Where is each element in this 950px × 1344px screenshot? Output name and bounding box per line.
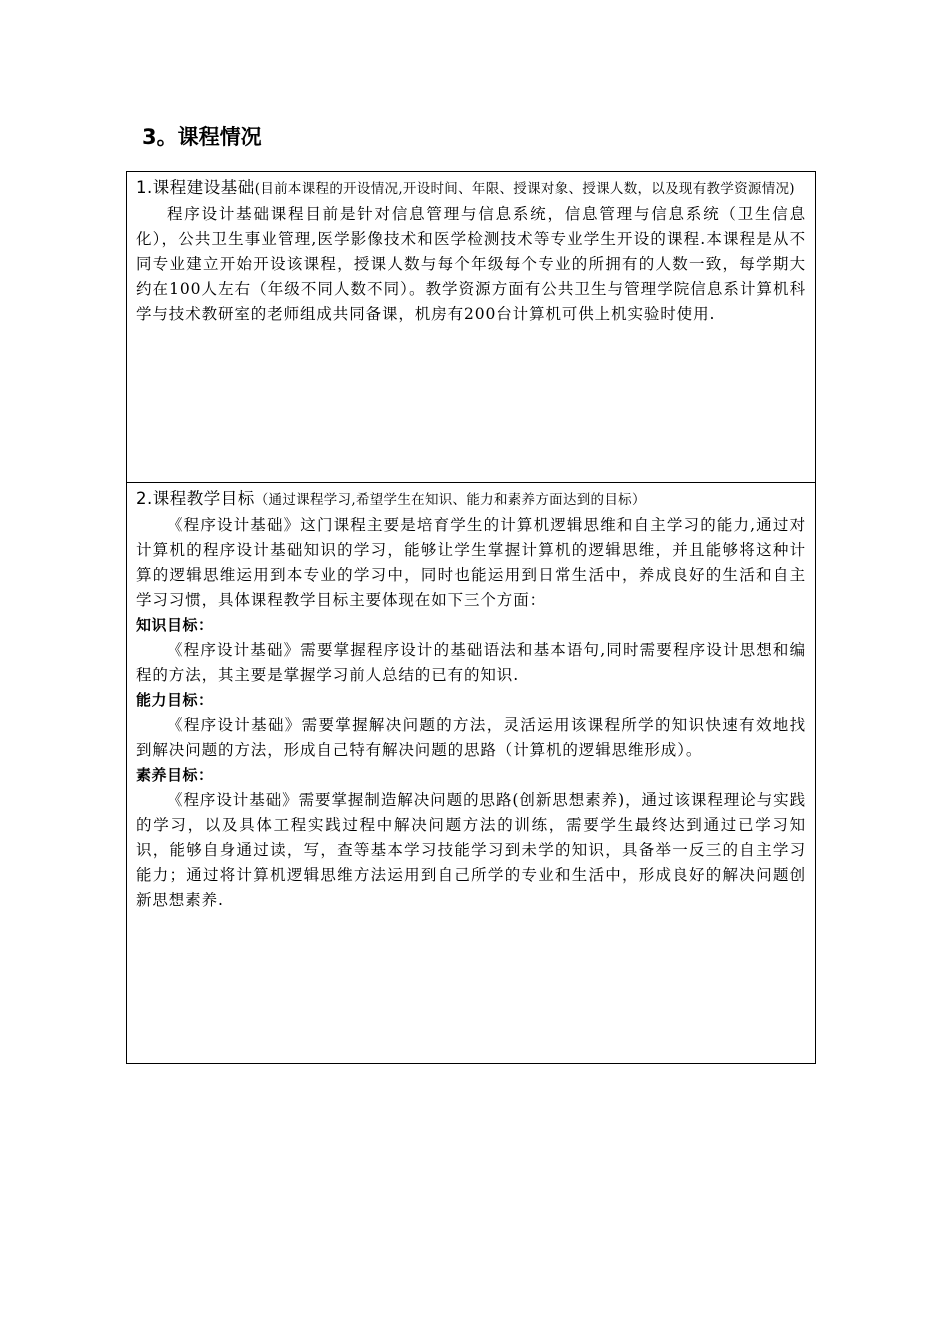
- literacy-goal-text: 《程序设计基础》需要掌握制造解决问题的思路(创新思想素养)，通过该课程理论与实践的学习，以及具体工程实践过程中解决问题方法的训练，需要学生最终达到通过已学习知识，能够自身通过读，写，查等基本学习技能学习到未学的知识，具备举一反三的自主学习能力；通过将计算机逻辑思维方法运用到自己所学的专业和生活中，形成良好的解决问题创新思想素养.: [136, 791, 806, 909]
- knowledge-goal-title: 知识目标：: [136, 616, 214, 634]
- literacy-goal-title: 素养目标：: [136, 766, 214, 784]
- section-title: 3。课程情况: [142, 125, 262, 149]
- teaching-goals-label: 2.课程教学目标: [136, 489, 255, 508]
- ability-goal-title: 能力目标：: [136, 691, 214, 709]
- course-basis-heading: [136, 175, 806, 202]
- course-basis-note: (目前本课程的开设情况,开设时间、年限、授课对象、授课人数，以及现有教学资源情况): [254, 181, 795, 197]
- ability-goal-text: 《程序设计基础》需要掌握解决问题的方法，灵活运用该课程所学的知识快速有效地找到解决问题的方法，形成自己特有解决问题的思路（计算机的逻辑思维形成）。: [136, 716, 806, 759]
- course-basis-label: 1.课程建设基础: [136, 178, 255, 197]
- knowledge-goal-text: 《程序设计基础》需要掌握程序设计的基础语法和基本语句,同时需要程序设计思想和编程的方法，其主要是掌握学习前人总结的已有的知识.: [136, 641, 806, 684]
- teaching-goals-note: （通过课程学习,希望学生在知识、能力和素养方面达到的目标）: [254, 492, 646, 508]
- course-basis-cell: [127, 172, 815, 483]
- teaching-goals-heading: [136, 486, 806, 513]
- course-basis-text: 程序设计基础课程目前是针对信息管理与信息系统，信息管理与信息系统（卫生信息化），公共卫生事业管理,医学影像技术和医学检测技术等专业学生开设的课程.本课程是从不同专业建立开始开设该课程，授课人数与每个年级每个专业的所拥有的人数一致，每学期大约在100人左右（年级不同人数不同）。教学资源方面有公共卫生与管理学院信息系计算机科学与技术教研室的老师组成共同备课，机房有200台计算机可供上机实验时使用.: [136, 205, 806, 323]
- teaching-goals-cell: [127, 483, 815, 1063]
- course-info-table: [126, 171, 816, 1064]
- teaching-goals-intro: 《程序设计基础》这门课程主要是培育学生的计算机逻辑思维和自主学习的能力,通过对计算机的程序设计基础知识的学习，能够让学生掌握计算机的逻辑思维，并且能够将这种计算的逻辑思维运用到本专业的学习中，同时也能运用到日常生活中，养成良好的生活和自主学习习惯，具体课程教学目标主要体现在如下三个方面：: [136, 516, 806, 609]
